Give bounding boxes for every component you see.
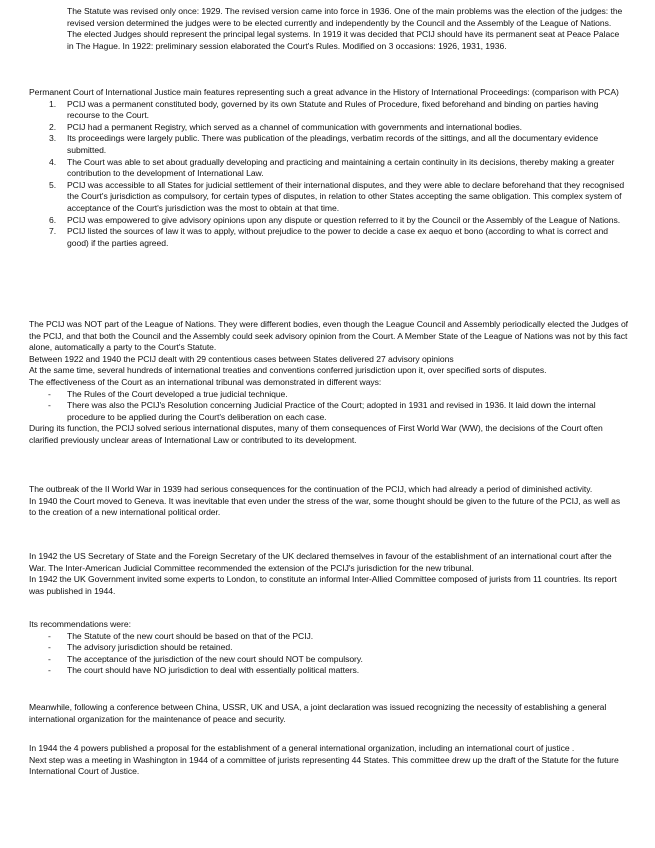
features-list (29, 99, 629, 250)
year-1944-section (29, 743, 629, 778)
list-number: 6. (49, 214, 57, 225)
feature-item-5 (29, 180, 629, 215)
y1944-paragraph-1: In 1944 the 4 powers published a proposal for the establishment of a general international organization, including an international court of justice . (29, 743, 575, 753)
intro-paragraph: The Statute was revised only once: 1929. The revised version came into force in 1936. One of the main problems was the election of the judges: the revised version determined the judges were to be elected currently and independently by the Council and the Assembly of the League of Nations. The elected Judges should represent the principal legal systems. In 1919 it was decided that PCIJ should have its permanent seat at Peace Palace in The Hague. In 1922: preliminary session elaborated the Court's Rules. Modified on 3 occasions: 1926, 1931, 1936. (67, 6, 623, 51)
recommendation-text: The advisory jurisdiction should be retained. (67, 642, 233, 653)
relation-paragraph-1: The PCIJ was NOT part of the League of Nations. They were different bodies, even though the League Council and Assembly periodically elected the Judges of the PCIJ, and that both the Council and the Assembly could seek advisory opinion from the Court. A Member State of the League of Nations was not by this fact alone, automatically a party to the Court's Statute. (29, 319, 629, 353)
feature-text: Its proceedings were largely public. There was publication of the pleadings, verbatim records of the sittings, and all the documentary evidence submitted. (67, 133, 599, 155)
feature-text: PCIJ had a permanent Registry, which served as a channel of communication with governments and international bodies. (67, 121, 523, 132)
relation-paragraph-5: During its function, the PCIJ solved serious international disputes, many of them consequences of First World War (WW), the decisions of the Court often clarified previously unclear areas of International Law or contributed to its development. (29, 423, 603, 445)
effectiveness-text: There was also the PCIJ's Resolution concerning Judicial Practice of the Court; adopted in 1931 and revised in 1936. It laid down the internal procedure to be applied during the Court's deliberation on each case. (67, 400, 596, 422)
feature-item-2 (29, 122, 629, 134)
war-paragraph-2: In 1940 the Court moved to Geneva. It was inevitable that even under the stress of the war, some thought should be given to the future of the PCIJ, as well as to the creation of a new international political order. (29, 495, 621, 518)
features-section (29, 87, 629, 249)
y1944-paragraph-2: Next step was a meeting in Washington in 1944 of a committee of jurists representing 44 States. This committee drew up the draft of the Statute for the future International Court of Justice. (29, 754, 619, 777)
list-dash: - (48, 630, 51, 641)
list-number: 5. (49, 179, 57, 190)
feature-text: PCIJ was empowered to give advisory opinions upon any dispute or question referred to it by the Council or the Assembly of the League of Nations. (67, 214, 621, 225)
meanwhile-paragraph: Meanwhile, following a conference between China, USSR, UK and USA, a joint declaration was issued recognizing the necessity of establishing a general international organization for the maintenance of peace and security. (29, 702, 607, 724)
list-dash: - (48, 400, 51, 411)
relation-paragraph-2: Between 1922 and 1940 the PCIJ dealt with 29 contentious cases between States delivered 27 advisory opinions (29, 353, 454, 364)
feature-text: PCIJ listed the sources of law it was to apply, without prejudice to the power to decide a case ex aequo et bono (according to what is correct and good) if the parties agreed. (67, 226, 608, 248)
list-number: 1. (49, 98, 57, 109)
effectiveness-item-1 (29, 389, 629, 401)
recommendation-text: The court should have NO jurisdiction to deal with essentially political matters. (67, 665, 360, 676)
recommendation-item-1 (29, 631, 629, 643)
feature-text: PCIJ was a permanent constituted body, governed by its own Statute and Rules of Procedure, fixed beforehand and binding on parties having recourse to the Court. (67, 98, 599, 121)
list-dash: - (48, 653, 51, 664)
war-section (29, 484, 629, 519)
feature-item-4 (29, 157, 629, 180)
feature-text: PCIJ was accessible to all States for judicial settlement of their international disputes, and they were able to declare beforehand that they recognised the Court's jurisdiction as compulsory, for certain types of disputes, in relation to other States accepting the same obligation. This complex system of acceptance of the Court's jurisdiction was the most to obtain at that time. (67, 179, 625, 213)
recommendation-text: The Statute of the new court should be based on that of the PCIJ. (67, 630, 314, 641)
recommendation-text: The acceptance of the jurisdiction of the new court should NOT be compulsory. (67, 653, 363, 664)
feature-item-6 (29, 215, 629, 227)
feature-item-7 (29, 226, 629, 249)
list-dash: - (48, 665, 51, 676)
relation-paragraph-4: The effectiveness of the Court as an international tribunal was demonstrated in different ways: (29, 376, 382, 387)
y1942-paragraph-2: In 1942 the UK Government invited some experts to London, to constitute an informal Inter-Allied Committee composed of jurists from 11 countries. Its report was published in 1944. (29, 574, 617, 596)
list-number: 2. (49, 121, 57, 132)
list-dash: - (48, 642, 51, 653)
features-heading: Permanent Court of International Justice main features representing such a great advance in the History of International Proceedings: (comparison with PCA) (29, 87, 619, 97)
recommendation-item-2 (29, 642, 629, 654)
relation-paragraph-3: At the same time, several hundreds of international treaties and conventions conferred jurisdiction upon it, over specified sorts of disputes. (29, 365, 547, 376)
effectiveness-item-2 (29, 400, 629, 423)
list-dash: - (48, 388, 51, 399)
feature-item-3 (29, 133, 629, 156)
year-1942-section (29, 551, 629, 597)
list-number: 3. (49, 133, 57, 144)
recommendation-item-4 (29, 665, 629, 677)
y1942-paragraph-1: In 1942 the US Secretary of State and the Foreign Secretary of the UK declared themselves in favour of the establishment of an international court after the War. The Inter-American Judicial Committee recommended the extension of the PCIJ's jurisdiction for the new tribunal. (29, 551, 612, 573)
recommendations-section (29, 619, 629, 677)
effectiveness-text: The Rules of the Court developed a true judicial technique. (67, 388, 288, 399)
effectiveness-list (29, 389, 629, 424)
list-number: 7. (49, 226, 57, 237)
feature-item-1 (29, 99, 629, 122)
recommendation-item-3 (29, 654, 629, 666)
recommendations-list (29, 631, 629, 677)
recommendations-heading: Its recommendations were: (29, 619, 131, 629)
league-relation-section (29, 319, 629, 447)
feature-text: The Court was able to set about gradually developing and practicing and maintaining a certain continuity in its decisions, thereby making a greater contribution to the development of International Law. (67, 156, 615, 179)
list-number: 4. (49, 156, 57, 167)
war-paragraph-1: The outbreak of the II World War in 1939 had serious consequences for the continuation of the PCIJ, which had already a period of diminished activity. (29, 484, 593, 494)
